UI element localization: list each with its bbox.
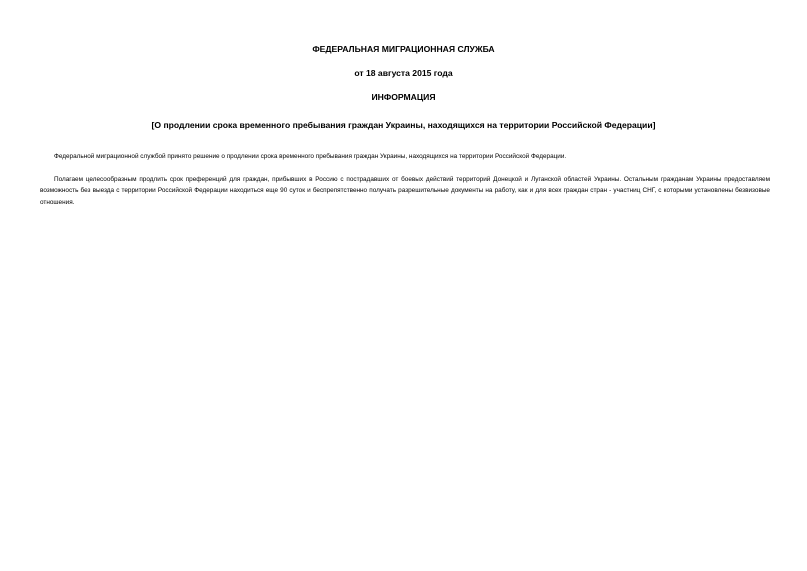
paragraph-preferences: Полагаем целесообразным продлить срок преференций для граждан, прибывших в Россию с пострадавших от боевых действий территорий Донецкой и Луганской областей Украины. Остальным гражданам Украины предоставляем возможность без выезда с территории Российской Федерации находиться еще 90 суток и беспрепятственно получать разрешительные документы на работу, как и для всех граждан стран - участниц СНГ, с которыми установлены безвизовые отношения. xyxy=(40,176,770,206)
paragraph-decision: Федеральной миграционной службой принято решение о продлении срока временного пребывания граждан Украины, находящихся на территории Российской Федерации. xyxy=(54,153,567,160)
document-subject: [О продлении срока временного пребывания граждан Украины, находящихся на территории Российской Федерации] xyxy=(151,120,656,130)
document-type: ИНФОРМАЦИЯ xyxy=(371,92,436,102)
document-date: от 18 августа 2015 года xyxy=(354,68,453,78)
agency-name: ФЕДЕРАЛЬНАЯ МИГРАЦИОННАЯ СЛУЖБА xyxy=(312,44,495,54)
